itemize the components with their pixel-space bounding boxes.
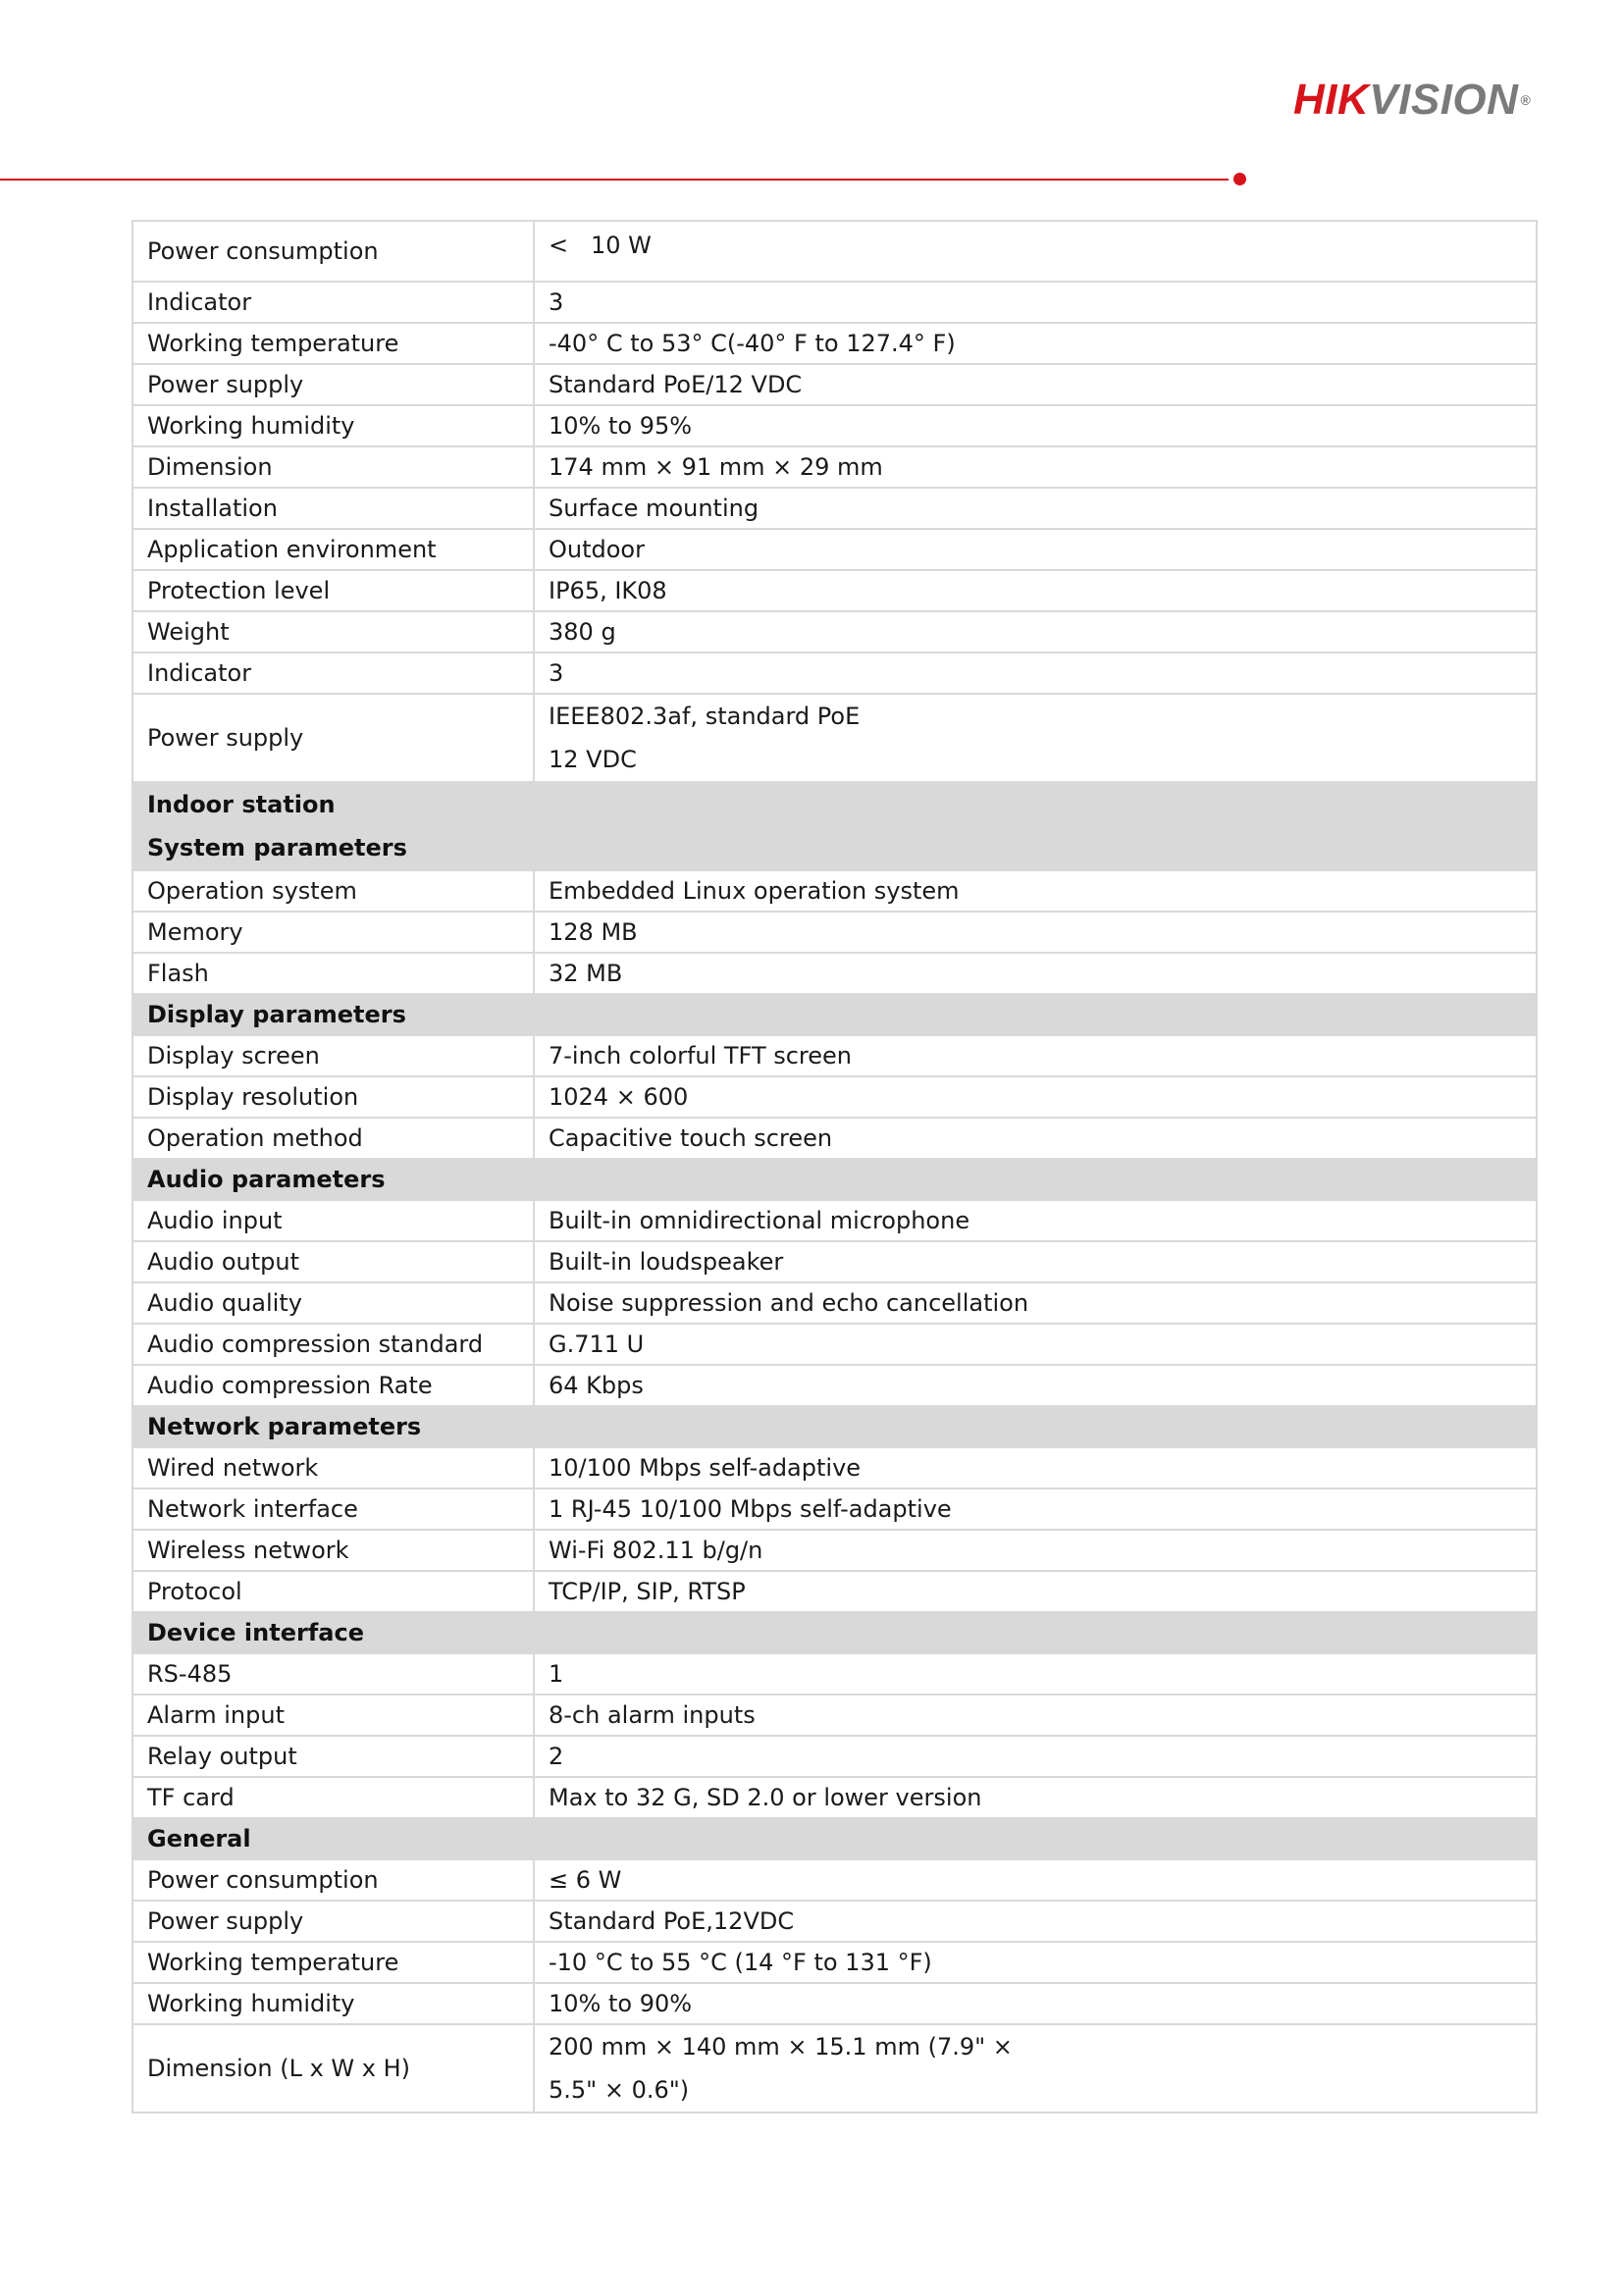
spec-value: Standard PoE,12VDC [534,1901,1537,1942]
hikvision-logo: HIKVISION ® [1293,76,1532,124]
spec-label: Protocol [132,1571,534,1612]
spec-value [534,694,1537,782]
spec-value: Noise suppression and echo cancellation [534,1282,1537,1324]
section-title: Display parameters [132,994,1537,1035]
spec-label: Wireless network [132,1530,534,1571]
spec-value: 380 g [534,611,1537,652]
spec-value: -40° C to 53° C(-40° F to 127.4° F) [534,323,1537,364]
spec-label: TF card [132,1777,534,1818]
spec-row [132,652,1537,694]
spec-value: Embedded Linux operation system [534,870,1537,912]
spec-value: 128 MB [534,912,1537,953]
spec-label: Installation [132,488,534,529]
spec-row [132,1653,1537,1695]
spec-row [132,1324,1537,1365]
spec-row [132,488,1537,529]
spec-row [132,282,1537,323]
spec-label: Audio quality [132,1282,534,1324]
spec-value: 8-ch alarm inputs [534,1695,1537,1736]
spec-row [132,1983,1537,2024]
spec-row [132,1942,1537,1983]
spec-row [132,870,1537,912]
spec-row [132,1530,1537,1571]
spec-label: Dimension [132,446,534,488]
spec-table [131,220,1538,2113]
spec-label: Audio compression Rate [132,1365,534,1406]
section-title: Indoor station [147,791,336,818]
spec-row [132,611,1537,652]
spec-value-line: 5.5" × 0.6") [549,2076,690,2104]
spec-value: 3 [534,652,1537,694]
spec-label: Audio output [132,1241,534,1282]
spec-label: Power supply [132,364,534,405]
spec-row [132,1282,1537,1324]
section-title: Device interface [132,1612,1537,1653]
spec-value: 10/100 Mbps self-adaptive [534,1447,1537,1488]
spec-row [132,405,1537,446]
spec-value: G.711 U [534,1324,1537,1365]
spec-label: Display screen [132,1035,534,1076]
section-title: Network parameters [132,1406,1537,1447]
section-heading [132,1406,1537,1447]
spec-value: Surface mounting [534,488,1537,529]
spec-row [132,1200,1537,1241]
spec-row [132,364,1537,405]
spec-value: 64 Kbps [534,1365,1537,1406]
spec-label: Dimension (L x W x H) [132,2024,534,2113]
spec-row [132,221,1537,282]
spec-value: Max to 32 G, SD 2.0 or lower version [534,1777,1537,1818]
section-heading [132,994,1537,1035]
spec-value: 7-inch colorful TFT screen [534,1035,1537,1076]
spec-row [132,1447,1537,1488]
spec-label: Relay output [132,1736,534,1777]
spec-value: < 10 W [534,221,1537,282]
spec-label: Application environment [132,529,534,570]
spec-row [132,1488,1537,1530]
spec-label: Power consumption [132,221,534,282]
spec-label: Display resolution [132,1076,534,1118]
spec-label: Wired network [132,1447,534,1488]
section-heading [132,1612,1537,1653]
spec-label: Indicator [132,652,534,694]
spec-label: Operation system [132,870,534,912]
header-rule [0,179,1229,181]
spec-row [132,529,1537,570]
spec-label: Alarm input [132,1695,534,1736]
spec-row [132,1777,1537,1818]
spec-label: Working humidity [132,405,534,446]
spec-label: Working temperature [132,1942,534,1983]
section-title: Audio parameters [132,1159,1537,1200]
spec-value-line: IEEE802.3af, standard PoE [549,703,861,730]
spec-value: Standard PoE/12 VDC [534,364,1537,405]
spec-label: Operation method [132,1118,534,1159]
spec-label: Network interface [132,1488,534,1530]
spec-value: Wi-Fi 802.11 b/g/n [534,1530,1537,1571]
spec-label: Memory [132,912,534,953]
spec-label: Audio compression standard [132,1324,534,1365]
spec-row [132,1901,1537,1942]
spec-label: Working humidity [132,1983,534,2024]
section-heading [132,1159,1537,1200]
spec-value: 174 mm × 91 mm × 29 mm [534,446,1537,488]
spec-row [132,570,1537,611]
spec-value: 1 [534,1653,1537,1695]
spec-row [132,912,1537,953]
spec-value: 2 [534,1736,1537,1777]
spec-row [132,1859,1537,1901]
spec-value: ≤ 6 W [534,1859,1537,1901]
spec-row [132,1365,1537,1406]
section-heading [132,1818,1537,1859]
spec-label: Audio input [132,1200,534,1241]
spec-label: Power supply [132,694,534,782]
spec-value: TCP/IP, SIP, RTSP [534,1571,1537,1612]
spec-value: Built-in loudspeaker [534,1241,1537,1282]
spec-value: IP65, IK08 [534,570,1537,611]
spec-row [132,2024,1537,2113]
spec-label: Power consumption [132,1859,534,1901]
spec-row [132,446,1537,488]
spec-value: 3 [534,282,1537,323]
spec-row [132,323,1537,364]
spec-value: 1 RJ-45 10/100 Mbps self-adaptive [534,1488,1537,1530]
spec-label: Flash [132,953,534,994]
spec-row [132,1035,1537,1076]
spec-label: RS-485 [132,1653,534,1695]
spec-value [534,2024,1537,2113]
spec-value: -10 °C to 55 °C (14 °F to 131 °F) [534,1942,1537,1983]
spec-value: 1024 × 600 [534,1076,1537,1118]
spec-row [132,1118,1537,1159]
spec-row [132,1571,1537,1612]
spec-label: Indicator [132,282,534,323]
spec-value: 10% to 95% [534,405,1537,446]
spec-value: Outdoor [534,529,1537,570]
header-rule-dot [1233,173,1246,185]
spec-label: Working temperature [132,323,534,364]
spec-value: 10% to 90% [534,1983,1537,2024]
spec-label: Protection level [132,570,534,611]
spec-value: Capacitive touch screen [534,1118,1537,1159]
section-subtitle: System parameters [147,834,407,861]
spec-row [132,1736,1537,1777]
spec-row [132,1076,1537,1118]
spec-row [132,1695,1537,1736]
spec-row [132,694,1537,782]
spec-value: Built-in omnidirectional microphone [534,1200,1537,1241]
spec-label: Power supply [132,1901,534,1942]
spec-label: Weight [132,611,534,652]
spec-value: 32 MB [534,953,1537,994]
spec-value-line: 200 mm × 140 mm × 15.1 mm (7.9" × [549,2033,1013,2061]
spec-row [132,953,1537,994]
section-title: General [132,1818,1537,1859]
section-heading [132,782,1537,870]
spec-row [132,1241,1537,1282]
spec-value-line: 12 VDC [549,746,637,773]
